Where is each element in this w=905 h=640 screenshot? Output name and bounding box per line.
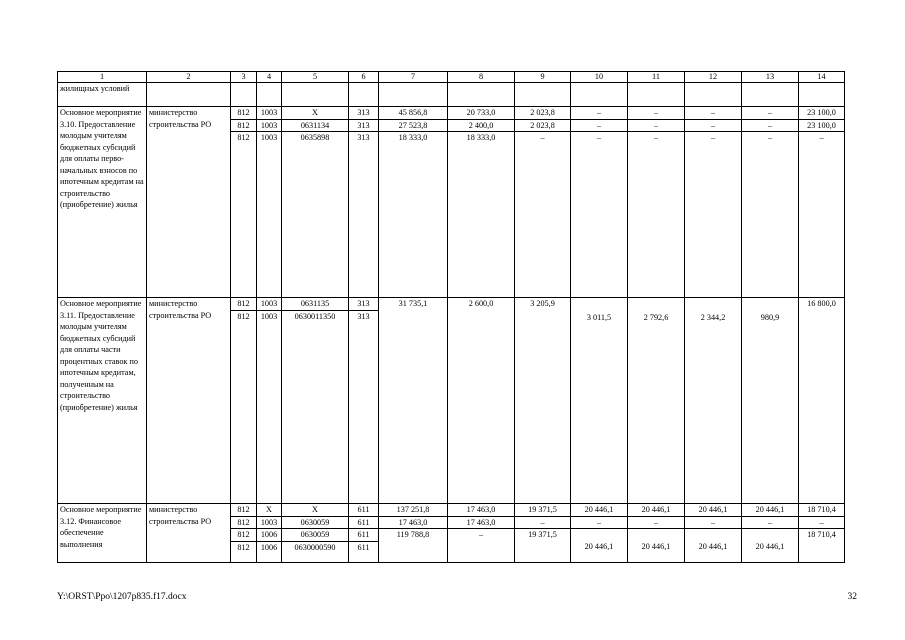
table-cell: 20 446,1: [742, 541, 799, 562]
table-cell: 812: [231, 541, 257, 562]
header-cell: 3: [231, 72, 257, 83]
table-cell: 2 344,2: [685, 298, 742, 504]
table-cell: 0635898: [282, 132, 349, 298]
table-cell: 0630011350: [282, 311, 349, 504]
table-cell: 611: [349, 529, 379, 542]
table-cell: 17 463,0: [448, 504, 515, 517]
table-cell: –: [628, 119, 685, 132]
table-cell: 0630059: [282, 516, 349, 529]
table-cell: 16 800,0: [799, 298, 845, 504]
table-cell: –: [515, 132, 571, 298]
table-cell: [571, 529, 628, 542]
table-cell: –: [742, 516, 799, 529]
table-cell: 137 251,8: [379, 504, 448, 517]
table-cell: 313: [349, 119, 379, 132]
table-cell: 313: [349, 107, 379, 120]
table-cell: –: [685, 132, 742, 298]
footer-file-path: Y:\ORST\Ppo\1207p835.f17.docx: [57, 592, 187, 602]
header-cell: 5: [282, 72, 349, 83]
table-cell: X: [282, 504, 349, 517]
table-cell: 20 446,1: [571, 504, 628, 517]
table-cell: 45 856,8: [379, 107, 448, 120]
table-cell: 18 333,0: [379, 132, 448, 298]
page-number: 32: [847, 592, 857, 602]
header-cell: 4: [257, 72, 282, 83]
table-cell: 20 446,1: [628, 541, 685, 562]
table-cell: 17 463,0: [379, 516, 448, 529]
header-cell: 1: [58, 72, 147, 83]
table-cell: 1003: [257, 311, 282, 504]
table-cell: [742, 529, 799, 542]
header-cell: 6: [349, 72, 379, 83]
table-cell: –: [571, 107, 628, 120]
table-cell: 2 400,0: [448, 119, 515, 132]
table-cell: –: [799, 516, 845, 529]
header-row: [58, 72, 845, 83]
continuation-text: жилищных условий: [58, 83, 147, 107]
table-cell: 20 446,1: [571, 541, 628, 562]
table-cell: X: [257, 504, 282, 517]
table-cell: 1003: [257, 298, 282, 311]
header-cell: 8: [448, 72, 515, 83]
header-cell: 10: [571, 72, 628, 83]
table-cell: 119 788,8: [379, 529, 448, 563]
header-cell: 9: [515, 72, 571, 83]
table-cell: 3 011,5: [571, 298, 628, 504]
table-cell: –: [685, 516, 742, 529]
table-cell: 812: [231, 132, 257, 298]
table-cell: –: [571, 516, 628, 529]
table-cell: 812: [231, 311, 257, 504]
table-cell: 812: [231, 516, 257, 529]
executor-org: министерство строительства РО: [147, 298, 231, 504]
table-cell: 20 446,1: [742, 504, 799, 517]
table-cell: 812: [231, 504, 257, 517]
table-cell: 611: [349, 516, 379, 529]
table-cell: 1003: [257, 119, 282, 132]
table-cell: 0630000590: [282, 541, 349, 562]
table-cell: 2 600,0: [448, 298, 515, 504]
table-cell: 27 523,8: [379, 119, 448, 132]
table-cell: 313: [349, 311, 379, 504]
table-cell: 19 371,5: [515, 504, 571, 517]
table-cell: 812: [231, 298, 257, 311]
table-cell: 18 710,4: [799, 504, 845, 517]
table-cell: –: [685, 107, 742, 120]
table-cell: 2 792,6: [628, 298, 685, 504]
table-cell: X: [282, 107, 349, 120]
table-row: [58, 83, 845, 107]
table-cell: 23 100,0: [799, 119, 845, 132]
table-cell: –: [571, 132, 628, 298]
table-cell: 812: [231, 107, 257, 120]
table-cell: 0631135: [282, 298, 349, 311]
budget-table: [57, 71, 845, 563]
table-cell: –: [571, 119, 628, 132]
table-cell: 20 733,0: [448, 107, 515, 120]
table-cell: 812: [231, 529, 257, 542]
table-cell: 20 446,1: [685, 504, 742, 517]
table-cell: 31 735,1: [379, 298, 448, 504]
table-cell: 0630059: [282, 529, 349, 542]
table-cell: 1003: [257, 516, 282, 529]
table-cell: 19 371,5: [515, 529, 571, 563]
table-cell: 313: [349, 298, 379, 311]
measure-name: Основное мероприятие 3.10. Предоставление молодым учителям бюджетных субсидий для оплаты перво-начальных взносов по ипотечным кредитам на строительство (приобретение) жилья: [58, 107, 147, 298]
measure-name: Основное мероприятие 3.12. Финансовое обеспечение выполнения: [58, 504, 147, 563]
header-cell: 13: [742, 72, 799, 83]
header-cell: 7: [379, 72, 448, 83]
table-cell: 3 205,9: [515, 298, 571, 504]
table-row: [58, 504, 845, 517]
header-cell: 11: [628, 72, 685, 83]
table-cell: 1003: [257, 132, 282, 298]
measure-name: Основное мероприятие 3.11. Предоставление молодым учителям бюджетных субсидий для оплаты части процентных ставок по ипотечным кредитам, полученным на строительство (приобретение) жилья: [58, 298, 147, 504]
table-cell: 313: [349, 132, 379, 298]
table-cell: –: [628, 132, 685, 298]
table-cell: 1006: [257, 529, 282, 542]
executor-org: министерство строительства РО: [147, 107, 231, 298]
table-cell: –: [515, 516, 571, 529]
table-cell: 980,9: [742, 298, 799, 504]
table-cell: 1003: [257, 107, 282, 120]
table-cell: –: [685, 119, 742, 132]
table-cell: 20 446,1: [685, 541, 742, 562]
executor-org: министерство строительства РО: [147, 504, 231, 563]
table-cell: 23 100,0: [799, 107, 845, 120]
header-cell: 12: [685, 72, 742, 83]
table-cell: 611: [349, 541, 379, 562]
table-cell: 611: [349, 504, 379, 517]
table-row: [58, 298, 845, 311]
table-cell: –: [628, 107, 685, 120]
table-cell: –: [799, 132, 845, 298]
table-cell: [628, 529, 685, 542]
header-cell: 14: [799, 72, 845, 83]
table-cell: 20 446,1: [628, 504, 685, 517]
table-cell: 1006: [257, 541, 282, 562]
table-cell: –: [742, 132, 799, 298]
table-row: [58, 107, 845, 120]
table-cell: 18 333,0: [448, 132, 515, 298]
table-cell: 2 023,8: [515, 119, 571, 132]
table-cell: 0631134: [282, 119, 349, 132]
table-cell: 812: [231, 119, 257, 132]
table-cell: –: [628, 516, 685, 529]
table-cell: –: [742, 119, 799, 132]
table-cell: –: [448, 529, 515, 563]
table-cell: 17 463,0: [448, 516, 515, 529]
table-cell: [685, 529, 742, 542]
table-cell: –: [742, 107, 799, 120]
table-cell: 18 710,4: [799, 529, 845, 563]
table-cell: 2 023,8: [515, 107, 571, 120]
header-cell: 2: [147, 72, 231, 83]
